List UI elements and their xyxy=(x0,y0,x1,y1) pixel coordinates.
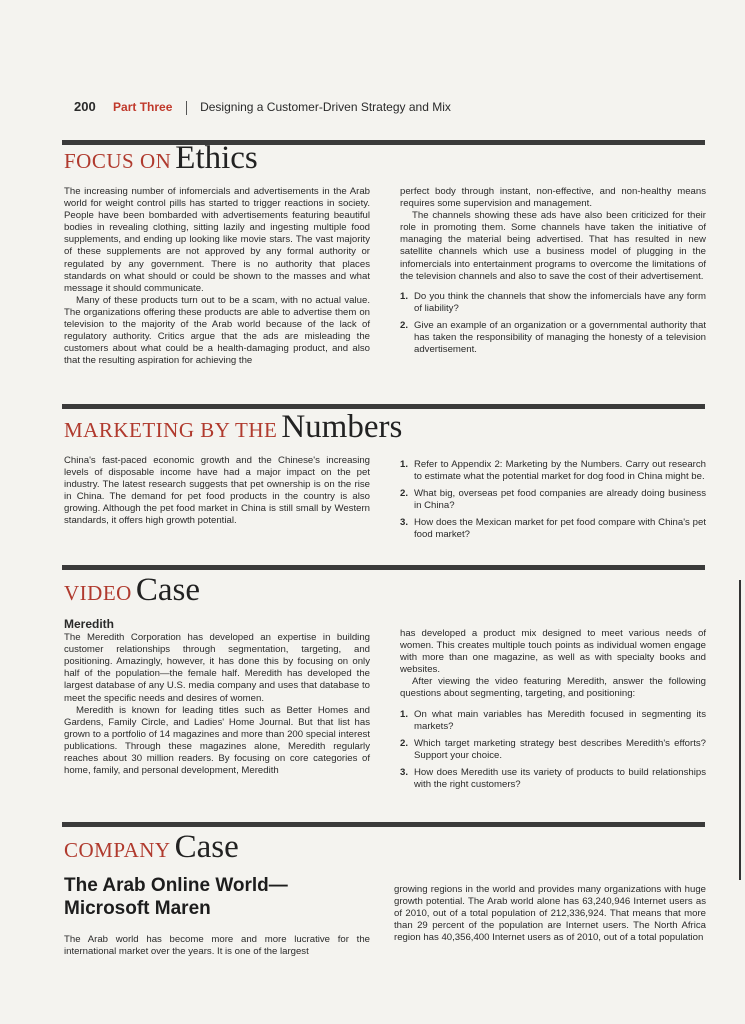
video-left-column xyxy=(64,618,370,777)
section-rule-video xyxy=(62,565,705,570)
section-title-company: COMPANY Case xyxy=(64,829,239,865)
ethics-paragraph: perfect body through instant, non-effective, and non-healthy means requires some supervision and management. xyxy=(400,186,706,210)
numbers-question: 1. Refer to Appendix 2: Marketing by the Numbers. Carry out research to estimate what the potential market for dog food in China might be. xyxy=(400,459,706,483)
company-left-column xyxy=(64,934,370,958)
section-title-ethics: FOCUS ON Ethics xyxy=(64,140,258,176)
page-header xyxy=(74,99,451,115)
numbers-right-column xyxy=(400,459,706,547)
section-rule-company xyxy=(62,822,705,827)
part-label: Part Three xyxy=(113,100,173,114)
numbers-question: 3. How does the Mexican market for pet food compare with China's pet food market? xyxy=(400,517,706,541)
video-paragraph: has developed a product mix designed to meet various needs of women. This creates multiple touch points as individual women engage with more than one magazine, as well as with specialty books and websites. xyxy=(400,628,706,676)
section-title-numbers: MARKETING BY THE Numbers xyxy=(64,409,403,445)
ethics-question: 2. Give an example of an organization or a governmental authority that has taken the responsibility of managing the honesty of a television advertisement. xyxy=(400,319,706,356)
video-paragraph: The Meredith Corporation has developed an expertise in building customer relationships through segmentation, targeting, and positioning. Amazingly, however, it has done this by focusing on only half of the population—the female half. Meredith has developed the largest database of any U.S. media company and uses that database to meet the specific needs and desires of women. xyxy=(64,632,370,704)
ethics-paragraph: The increasing number of infomercials and advertisements in the Arab world for weight control pills has started to trigger reactions in society. People have been bombarded with advertisements featuring beautiful bodies in revealing clothing, sitting lazily and ingesting multiple food supplements, and ending up looking like movie stars. The vast majority of these supplements are not approved by any formal authority or regulated by any government. There is no authority that places standards on what should or could be shown to the masses and what message it should communicate. xyxy=(64,186,370,294)
video-paragraph: Meredith is known for leading titles such as Better Homes and Gardens, Family Circle, and Ladies' Home Journal. But that list has grown to a portfolio of 14 magazines and more than 200 special interest publications. Through these magazines alone, Meredith regularly reaches about 30 million readers. By focusing on core categories of home, family, and personal development, Meredith xyxy=(64,704,370,777)
chapter-title: Designing a Customer-Driven Strategy and Mix xyxy=(200,100,451,114)
section-title-video: VIDEO Case xyxy=(64,572,200,608)
company-right-column xyxy=(394,884,706,944)
numbers-left-column xyxy=(64,455,370,528)
ethics-paragraph: The channels showing these ads have also been criticized for their role in promoting them. Some channels have taken the initiative of managing the material being advertised. That has resulted in new satellite channels which use a business model of plugging in the infomercials into entertainment programs to overcome the limitations of the television channels and also to save the cost of their advertisement. xyxy=(400,210,706,282)
numbers-paragraph: China's fast-paced economic growth and the Chinese's increasing levels of disposable income have had a major impact on the pet industry. The latest research suggests that pet ownership is on the rise in China. The demand for pet food products in the country is also growing. Although the pet food market in China is still small by Western standards, it offers high growth potential. xyxy=(64,455,370,527)
video-right-column xyxy=(400,628,706,796)
video-question: 2. Which target marketing strategy best describes Meredith's efforts? Support your choice. xyxy=(400,737,706,761)
video-question: 1. On what main variables has Meredith focused in segmenting its markets? xyxy=(400,708,706,732)
company-case-title: The Arab Online World— Microsoft Maren xyxy=(64,875,288,919)
ethics-left-column xyxy=(64,186,370,367)
page-edge-line xyxy=(739,580,741,880)
ethics-question: 1. Do you think the channels that show the infomercials have any form of liability? xyxy=(400,290,706,314)
video-subhead: Meredith xyxy=(64,617,115,631)
company-paragraph: growing regions in the world and provides many organizations with huge growth potential. The Arab world alone has 63,240,946 Internet users as of 2010, out of a total population of 212,336,924. That means that more than 29 percent of the population are Internet users. The North Africa region has 40,356,400 Internet users as of 2010, out of a total population xyxy=(394,884,706,944)
ethics-paragraph: Many of these products turn out to be a scam, with no actual value. The organizations offering these products are able to advertise them on television to the majority of the Arab world because of the lack of regulatory authority. Critics argue that the ads are misleading the customers about what could be a health-damaging product, and also that the resulting aspiration for achieving the xyxy=(64,294,370,367)
video-question: 3. How does Meredith use its variety of products to build relationships with the right customers? xyxy=(400,766,706,791)
ethics-right-column xyxy=(400,186,706,361)
numbers-question: 2. What big, overseas pet food companies are already doing business in China? xyxy=(400,488,706,512)
video-paragraph: After viewing the video featuring Meredith, answer the following questions about segmenting, targeting, and positioning: xyxy=(400,676,706,700)
page-number: 200 xyxy=(74,99,96,114)
company-paragraph: The Arab world has become more and more lucrative for the international market over the years. It is one of the largest xyxy=(64,934,370,958)
header-divider xyxy=(186,101,187,115)
